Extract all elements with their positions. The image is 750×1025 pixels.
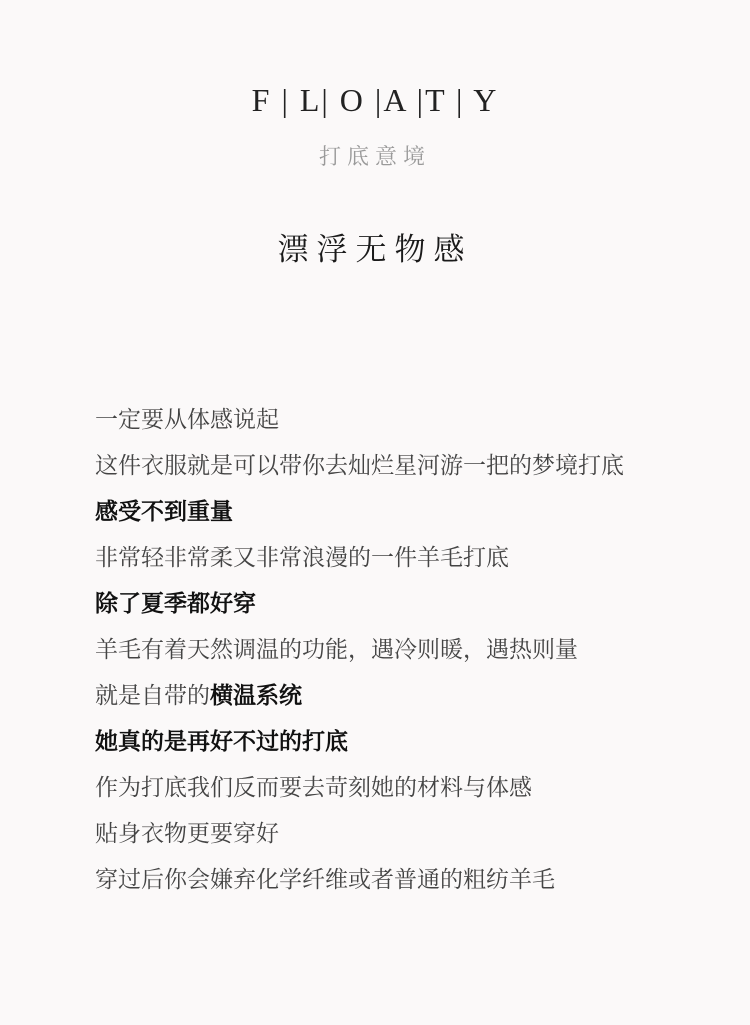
headline: 漂浮无物感 — [277, 232, 473, 268]
text-line: 这件衣服就是可以带你去灿烂星河游一把的梦境打底 — [95, 453, 624, 479]
text-line: 羊毛有着天然调温的功能，遇冷则暖，遇热则量 — [95, 637, 578, 663]
text-line-emphasis: 她真的是再好不过的打底 — [95, 729, 348, 755]
text-line: 贴身衣物更要穿好 — [95, 821, 279, 847]
description-text — [95, 403, 715, 909]
text-line-emphasis: 横温系统 — [210, 683, 302, 709]
text-line-emphasis: 除了夏季都好穿 — [95, 591, 256, 617]
text-line-emphasis: 感受不到重量 — [95, 499, 233, 525]
text-line-mixed — [95, 679, 715, 725]
text-line: 一定要从体感说起 — [95, 407, 279, 433]
text-line: 非常轻非常柔又非常浪漫的一件羊毛打底 — [95, 545, 509, 571]
brand-subtitle: 打底意境 — [318, 145, 431, 170]
text-line: 穿过后你会嫌弃化学纤维或者普通的粗纺羊毛 — [95, 867, 555, 893]
text-line: 作为打底我们反而要去苛刻她的材料与体感 — [95, 775, 532, 801]
brand-title: F | L| O |A |T | Y — [251, 82, 499, 118]
text-line-prefix: 就是自带的 — [95, 683, 210, 709]
